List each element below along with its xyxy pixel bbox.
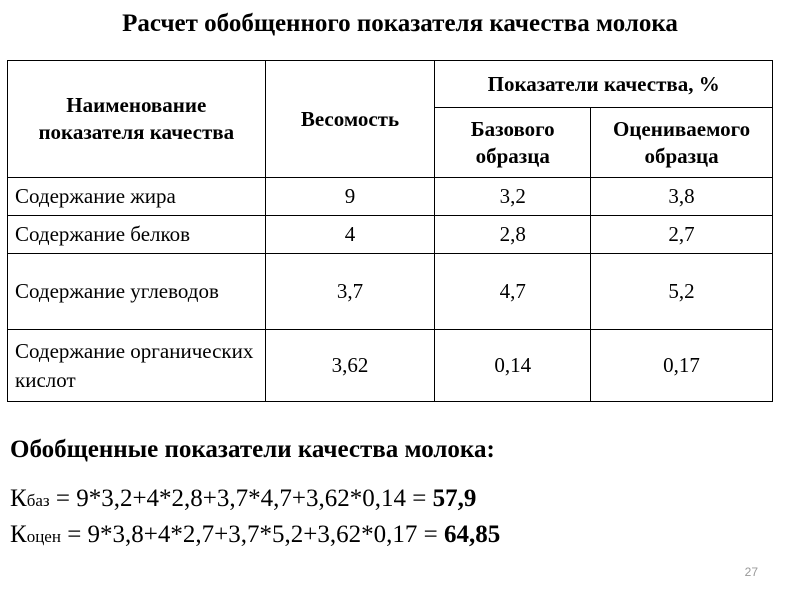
row-base: 4,7 xyxy=(435,254,591,330)
row-name: Содержание углеводов xyxy=(8,254,266,330)
row-evaluated: 3,8 xyxy=(591,178,773,216)
header-indicator-name: Наименование показателя качества xyxy=(8,61,266,178)
table-row xyxy=(8,178,773,216)
header-base-sample: Базового образца xyxy=(435,108,591,178)
row-name: Содержание жира xyxy=(8,178,266,216)
formula-result: 64,85 xyxy=(443,521,501,548)
page-number: 27 xyxy=(744,565,758,579)
row-evaluated: 5,2 xyxy=(591,254,773,330)
row-weight: 3,7 xyxy=(265,254,435,330)
formula-letter: К xyxy=(10,521,27,548)
summary-heading: Обобщенные показатели качества молока: xyxy=(10,436,495,463)
formula-expression: = 9*3,2+4*2,8+3,7*4,7+3,62*0,14 = xyxy=(49,485,433,512)
row-name: Содержание белков xyxy=(8,216,266,254)
formula-subscript: оцен xyxy=(26,527,61,546)
quality-table xyxy=(7,60,773,402)
row-weight: 9 xyxy=(265,178,435,216)
table-row xyxy=(8,216,773,254)
formula-base xyxy=(10,485,476,513)
row-base: 2,8 xyxy=(435,216,591,254)
row-base: 3,2 xyxy=(435,178,591,216)
row-base: 0,14 xyxy=(435,330,591,402)
header-weight: Весомость xyxy=(265,61,435,178)
header-evaluated-sample: Оцениваемого образца xyxy=(591,108,773,178)
header-quality-indicators: Показатели качества, % xyxy=(435,61,773,108)
formula-result: 57,9 xyxy=(432,485,477,512)
row-weight: 3,62 xyxy=(265,330,435,402)
formula-evaluated xyxy=(10,521,500,549)
formula-letter: К xyxy=(10,485,27,512)
formula-subscript: баз xyxy=(26,491,50,510)
table-row xyxy=(8,330,773,402)
table-header-row xyxy=(8,61,773,108)
table-row xyxy=(8,254,773,330)
row-evaluated: 0,17 xyxy=(591,330,773,402)
formula-expression: = 9*3,8+4*2,7+3,7*5,2+3,62*0,17 = xyxy=(60,521,444,548)
row-name: Содержание органических кислот xyxy=(8,330,266,402)
row-weight: 4 xyxy=(265,216,435,254)
page-title: Расчет обобщенного показателя качества молока xyxy=(122,10,678,37)
row-evaluated: 2,7 xyxy=(591,216,773,254)
